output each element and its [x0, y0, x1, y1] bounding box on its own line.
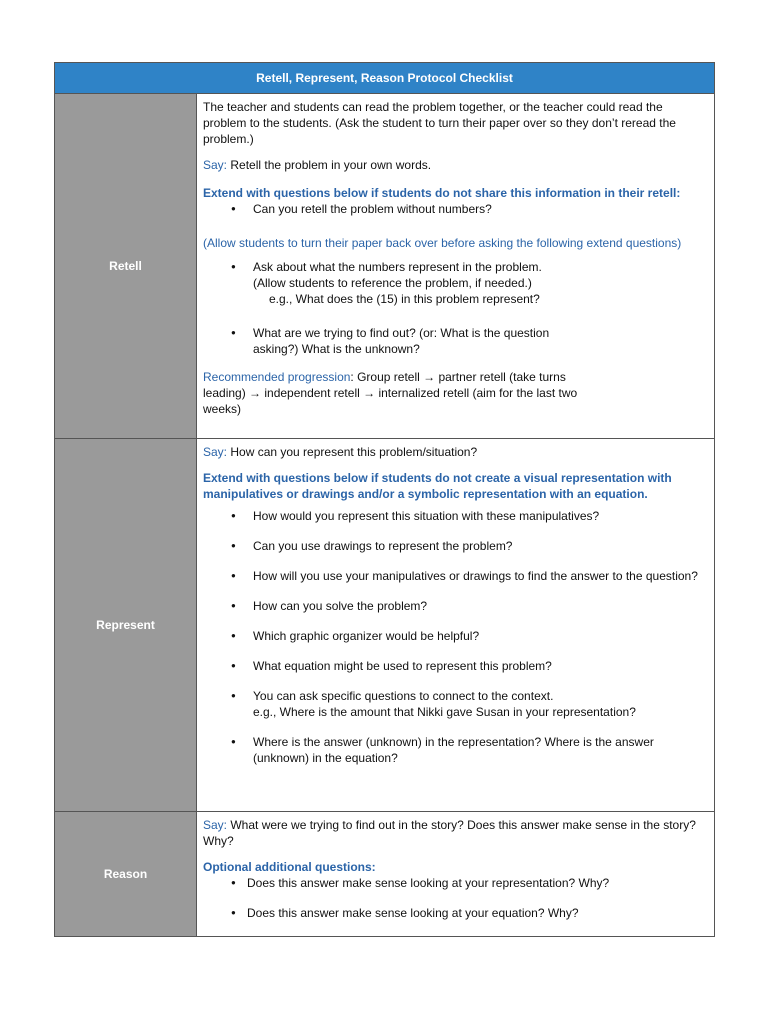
say-label: Say: — [203, 158, 228, 172]
list-item: ● Does this answer make sense looking at your representation? Why? — [203, 875, 708, 891]
list-item: ● What are we trying to find out? (or: What is the question asking?) What is the unknown? — [203, 325, 563, 357]
list-item: ● What equation might be used to represent this problem? — [203, 658, 708, 674]
retell-progression: Recommended progression: Group retell → partner retell (take turns leading) → independent retell → internalized retell (aim for the last two weeks) — [203, 370, 578, 416]
reason-say: Say: What were we trying to find out in the story? Does this answer make sense in the story? Why? — [203, 818, 696, 848]
retell-extend-heading: Extend with questions below if students do not share this information in their retell: — [203, 186, 681, 200]
reason-list — [203, 875, 708, 921]
list-item: ● Which graphic organizer would be helpful? — [203, 628, 708, 644]
list-item: ● How would you represent this situation with these manipulatives? — [203, 508, 708, 524]
list-item: ● Can you use drawings to represent the problem? — [203, 538, 708, 554]
represent-list — [203, 508, 708, 766]
retell-label: Retell — [55, 94, 197, 439]
list-item: ● Can you retell the problem without numbers? — [203, 201, 708, 217]
say-label: Say: — [203, 445, 228, 459]
example-text: e.g., What does the (15) in this problem represent? — [269, 292, 540, 306]
example-text: e.g., Where is the amount that Nikki gave Susan in your representation? — [253, 705, 636, 719]
retell-say: Say: Retell the problem in your own words. — [203, 158, 432, 172]
list-item: ● You can ask specific questions to connect to the context. e.g., Where is the amount that Nikki gave Susan in your representation? — [203, 688, 708, 720]
reason-content — [197, 812, 715, 937]
retell-intro: The teacher and students can read the problem together, or the teacher could read the problem to the students. (Ask the student to turn their paper over so they don’t reread the problem.) — [203, 100, 676, 146]
table-title: Retell, Represent, Reason Protocol Checklist — [256, 71, 513, 85]
list-item: ● How will you use your manipulatives or drawings to find the answer to the question? — [203, 568, 708, 584]
reason-optional-heading: Optional additional questions: — [203, 860, 376, 874]
list-item: ● Where is the answer (unknown) in the representation? Where is the answer (unknown) in the equation? — [203, 734, 708, 766]
represent-row — [55, 439, 715, 812]
represent-say: Say: How can you represent this problem/situation? — [203, 445, 478, 459]
reason-label: Reason — [55, 812, 197, 937]
progression-label: Recommended progression — [203, 370, 351, 384]
retell-row — [55, 94, 715, 439]
say-label: Say: — [203, 818, 228, 832]
retell-list-2 — [203, 259, 563, 357]
retell-list-1 — [203, 201, 708, 217]
retell-allow-note: (Allow students to turn their paper back over before asking the following extend questions) — [203, 236, 682, 250]
list-item: ● How can you solve the problem? — [203, 598, 708, 614]
table-header — [55, 63, 715, 94]
protocol-checklist-table — [54, 62, 715, 937]
reason-row — [55, 812, 715, 937]
represent-label: Represent — [55, 439, 197, 812]
represent-content — [197, 439, 715, 812]
retell-content — [197, 94, 715, 439]
represent-extend-heading: Extend with questions below if students do not create a visual representation with manipulatives or drawings and/or a symbolic representation with an equation. — [203, 471, 672, 501]
list-item: ● Does this answer make sense looking at your equation? Why? — [203, 905, 708, 921]
list-item: ● Ask about what the numbers represent in the problem. (Allow students to reference the problem, if needed.) e.g., What does the (15) in this problem represent? — [203, 259, 563, 307]
